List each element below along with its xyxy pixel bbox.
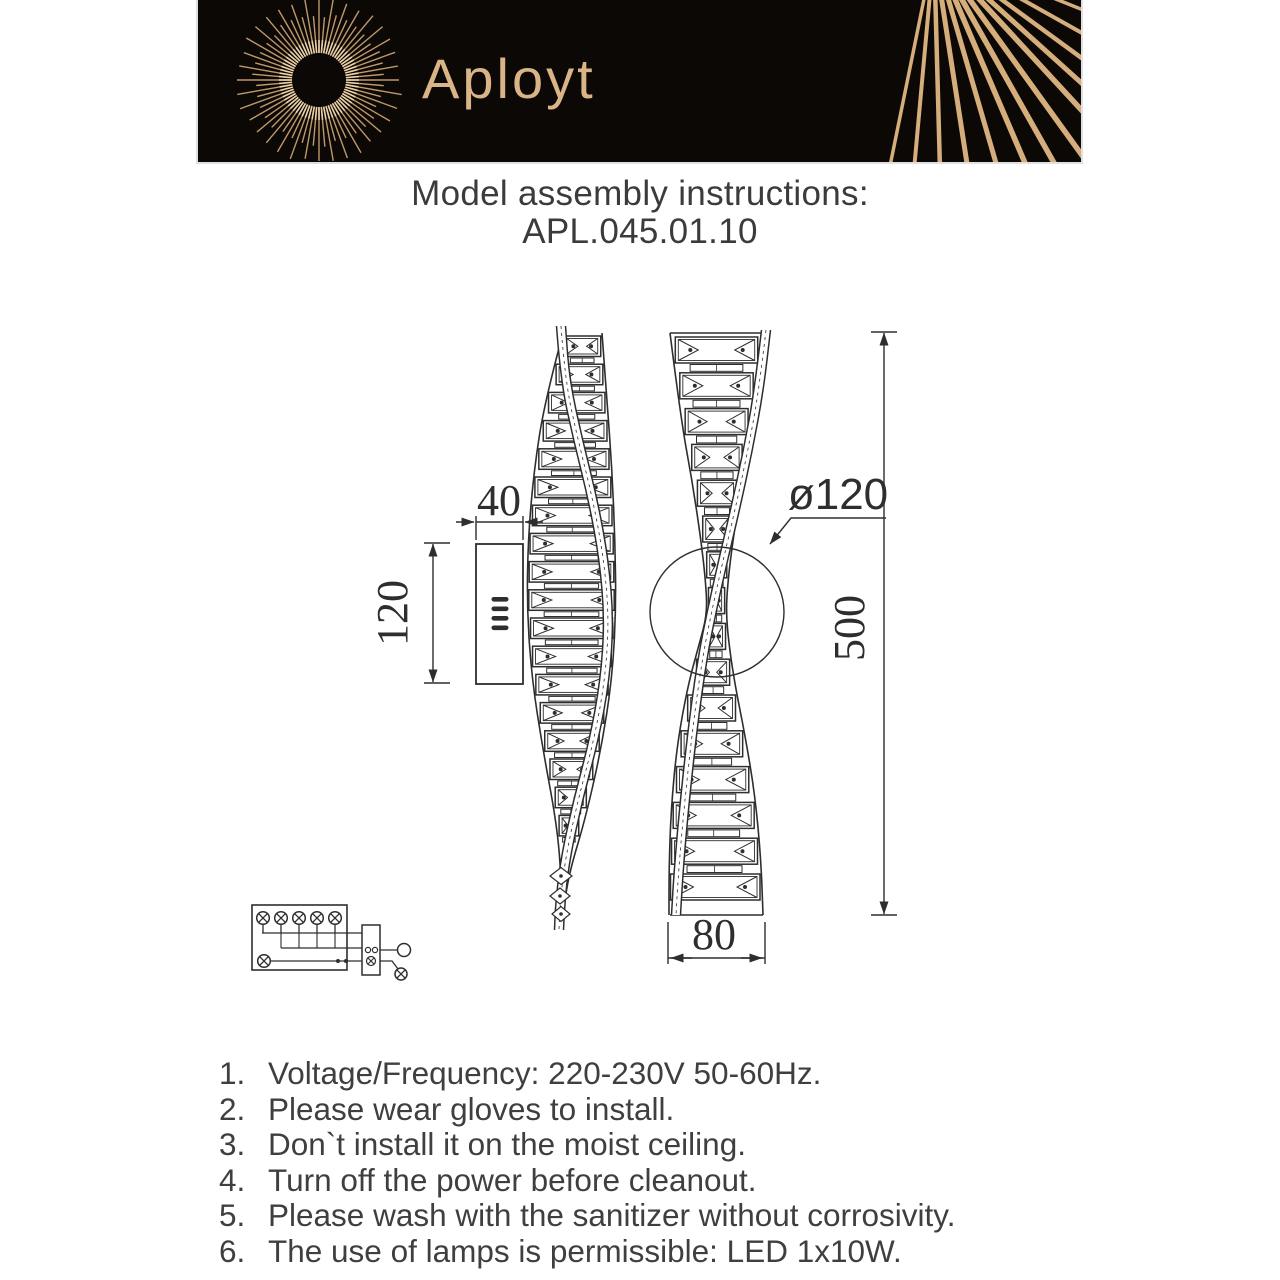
instruction-item (219, 1163, 1199, 1199)
instruction-item (219, 1234, 1199, 1270)
wiring-diagram (252, 905, 411, 980)
mount-plate (476, 544, 523, 684)
item-number: 4. (219, 1161, 246, 1198)
lamp-front-view (669, 330, 771, 915)
dim-label-total-height: 500 (825, 595, 874, 661)
item-text: The use of lamps is permissible: LED 1x10W. (268, 1232, 902, 1269)
dim-label-mount-height: 120 (368, 580, 417, 646)
instruction-list (219, 1056, 1199, 1270)
dim-label-diameter: ø120 (787, 470, 889, 519)
item-number: 6. (219, 1232, 246, 1269)
item-text: Don`t install it on the moist ceiling. (268, 1126, 746, 1163)
item-text: Voltage/Frequency: 220-230V 50-60Hz. (268, 1055, 822, 1091)
title-line1: Model assembly instructions: (411, 174, 869, 213)
dim-label-body-width: 80 (692, 910, 736, 959)
instruction-item (219, 1127, 1199, 1163)
instruction-item (219, 1092, 1199, 1128)
lamp-side-view (527, 326, 615, 930)
instruction-item (219, 1056, 1199, 1092)
brand-name: Aployt (422, 47, 596, 111)
item-text: Please wash with the sanitizer without corrosivity. (268, 1197, 956, 1234)
dim-label-mount-width: 40 (477, 476, 521, 525)
model-number: APL.045.01.10 (522, 212, 758, 251)
item-text: Please wear gloves to install. (268, 1090, 675, 1127)
item-number: 3. (219, 1126, 246, 1163)
item-number: 2. (219, 1090, 246, 1127)
item-text: Turn off the power before cleanout. (268, 1161, 757, 1198)
item-number: 5. (219, 1197, 246, 1234)
instruction-item (219, 1198, 1199, 1234)
item-number: 1. (219, 1055, 246, 1091)
